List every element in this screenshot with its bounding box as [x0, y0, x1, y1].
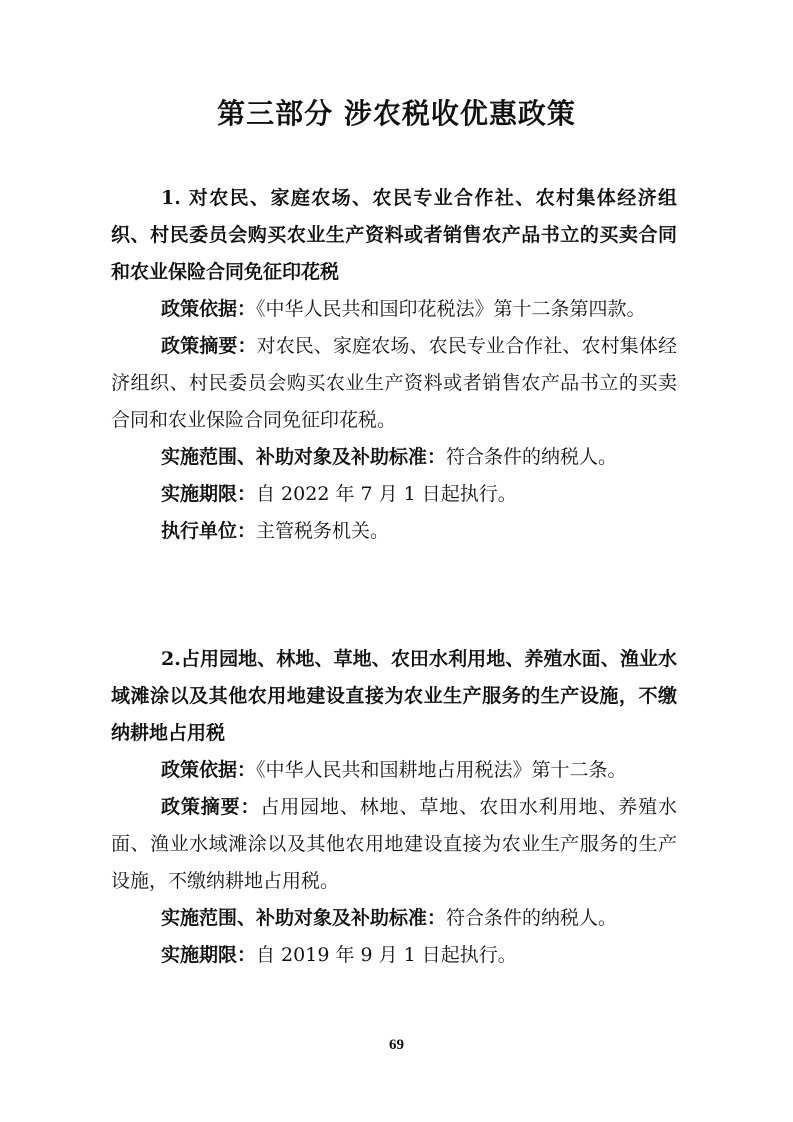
executing-unit-text: 主管税务机关。 [256, 520, 390, 542]
implementation-scope-text: 符合条件的纳税人。 [446, 907, 618, 929]
implementation-scope-text: 符合条件的纳税人。 [446, 446, 618, 468]
implementation-period-label: 实施期限： [161, 483, 257, 505]
executing-unit [111, 513, 677, 550]
policy-basis-text: 《中华人民共和国耕地占用税法》第十二条。 [256, 759, 627, 781]
executing-unit-label: 执行单位： [161, 520, 257, 542]
implementation-period-text: 自 2022 年 7 月 1 日起执行。 [256, 483, 517, 505]
policy-summary [111, 328, 677, 439]
item-title: 1. 对农民、家庭农场、农民专业合作社、农村集体经济组织、村民委员会购买农业生产资料或者销售农产品书立的买卖合同和农业保险合同免征印花税 [111, 187, 677, 283]
page-number: 69 [389, 1037, 404, 1053]
policy-basis [111, 752, 677, 789]
item-title: 2.占用园地、林地、草地、农田水利用地、养殖水面、渔业水域滩涂以及其他农用地建设直接为农业生产服务的生产设施，不缴纳耕地占用税 [111, 648, 677, 744]
implementation-scope [111, 900, 677, 937]
policy-summary-text: 占用园地、林地、草地、农田水利用地、养殖水面、渔业水域滩涂以及其他农用地建设直接为农业生产服务的生产设施，不缴纳耕地占用税。 [111, 796, 677, 892]
policy-summary-label: 政策摘要： [161, 335, 257, 357]
page-title: 第三部分 涉农税收优惠政策 [217, 97, 576, 130]
implementation-scope-label: 实施范围、补助对象及补助标准： [161, 446, 447, 468]
policy-basis [111, 291, 677, 328]
implementation-period [111, 476, 677, 513]
implementation-scope-label: 实施范围、补助对象及补助标准： [161, 907, 447, 929]
policy-basis-text: 《中华人民共和国印花税法》第十二条第四款。 [256, 298, 646, 320]
implementation-period-text: 自 2019 年 9 月 1 日起执行。 [256, 944, 517, 966]
implementation-period-label: 实施期限： [161, 944, 257, 966]
policy-summary-label: 政策摘要： [161, 796, 261, 818]
implementation-scope [111, 439, 677, 476]
policy-basis-label: 政策依据： [161, 298, 257, 320]
policy-basis-label: 政策依据： [161, 759, 257, 781]
policy-item-2 [111, 641, 677, 974]
policy-summary-text: 对农民、家庭农场、农民专业合作社、农村集体经济组织、村民委员会购买农业生产资料或者销售农产品书立的买卖合同和农业保险合同免征印花税。 [111, 335, 677, 431]
policy-summary [111, 789, 677, 900]
implementation-period [111, 937, 677, 974]
policy-item-1 [111, 180, 677, 550]
